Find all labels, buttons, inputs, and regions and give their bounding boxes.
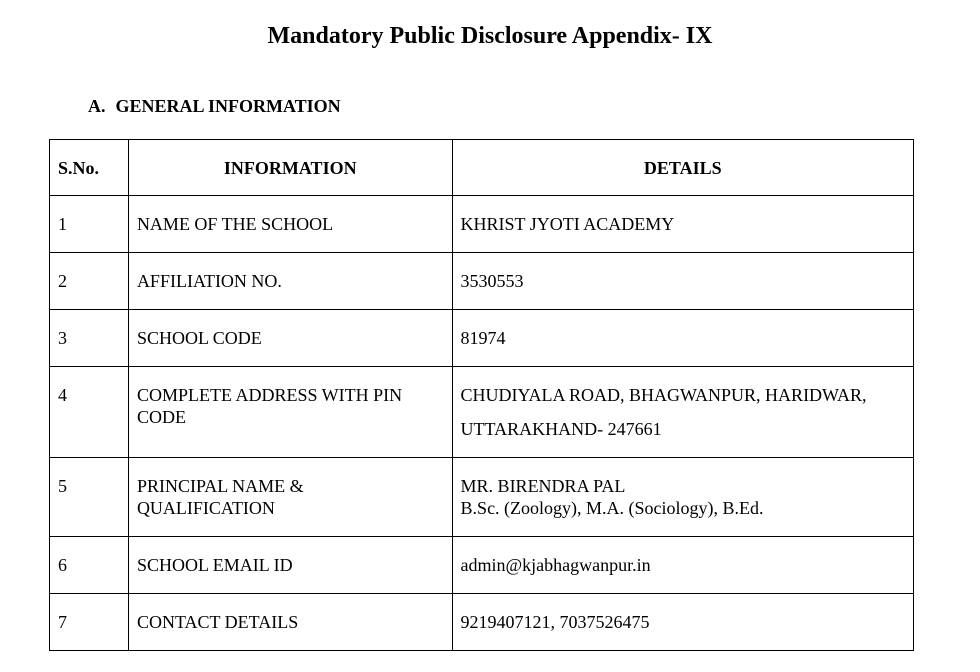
table-row	[50, 196, 914, 253]
section-letter: A.	[88, 96, 106, 116]
cell-sno: 6	[50, 537, 129, 594]
cell-sno: 3	[50, 310, 129, 367]
column-header-sno: S.No.	[50, 140, 129, 196]
cell-details: 81974	[452, 310, 913, 367]
cell-sno: 5	[50, 458, 129, 537]
cell-information: NAME OF THE SCHOOL	[128, 196, 452, 253]
page-title: Mandatory Public Disclosure Appendix- IX	[267, 23, 713, 49]
table-row	[50, 367, 914, 458]
cell-sno: 1	[50, 196, 129, 253]
contact-numbers: 9219407121, 7037526475	[452, 594, 913, 651]
cell-information: CONTACT DETAILS	[128, 594, 452, 651]
cell-details: KHRIST JYOTI ACADEMY	[452, 196, 913, 253]
column-header-information: INFORMATION	[128, 140, 452, 196]
address-line-2: UTTARAKHAND- 247661	[460, 419, 662, 439]
cell-information: SCHOOL EMAIL ID	[128, 537, 452, 594]
cell-details	[452, 367, 913, 458]
table-row	[50, 537, 914, 594]
column-header-details: DETAILS	[452, 140, 913, 196]
table-header-row	[50, 140, 914, 196]
table-row	[50, 594, 914, 651]
cell-information: AFFILIATION NO.	[128, 253, 452, 310]
section-heading	[88, 94, 341, 118]
cell-sno: 4	[50, 367, 129, 458]
address-line-1: CHUDIYALA ROAD, BHAGWANPUR, HARIDWAR,	[460, 385, 867, 405]
cell-sno: 2	[50, 253, 129, 310]
principal-qualification: B.Sc. (Zoology), M.A. (Sociology), B.Ed.	[460, 498, 764, 518]
cell-information: PRINCIPAL NAME & QUALIFICATION	[128, 458, 452, 537]
cell-details: 3530553	[452, 253, 913, 310]
table-row	[50, 253, 914, 310]
table-row	[50, 310, 914, 367]
cell-details	[452, 458, 913, 537]
cell-information: SCHOOL CODE	[128, 310, 452, 367]
principal-name: MR. BIRENDRA PAL	[460, 476, 626, 496]
cell-information: COMPLETE ADDRESS WITH PIN CODE	[128, 367, 452, 458]
cell-sno: 7	[50, 594, 129, 651]
table-row	[50, 458, 914, 537]
section-heading-text: GENERAL INFORMATION	[115, 96, 341, 116]
school-email[interactable]: admin@kjabhagwanpur.in	[452, 537, 913, 594]
general-information-table	[49, 139, 914, 651]
